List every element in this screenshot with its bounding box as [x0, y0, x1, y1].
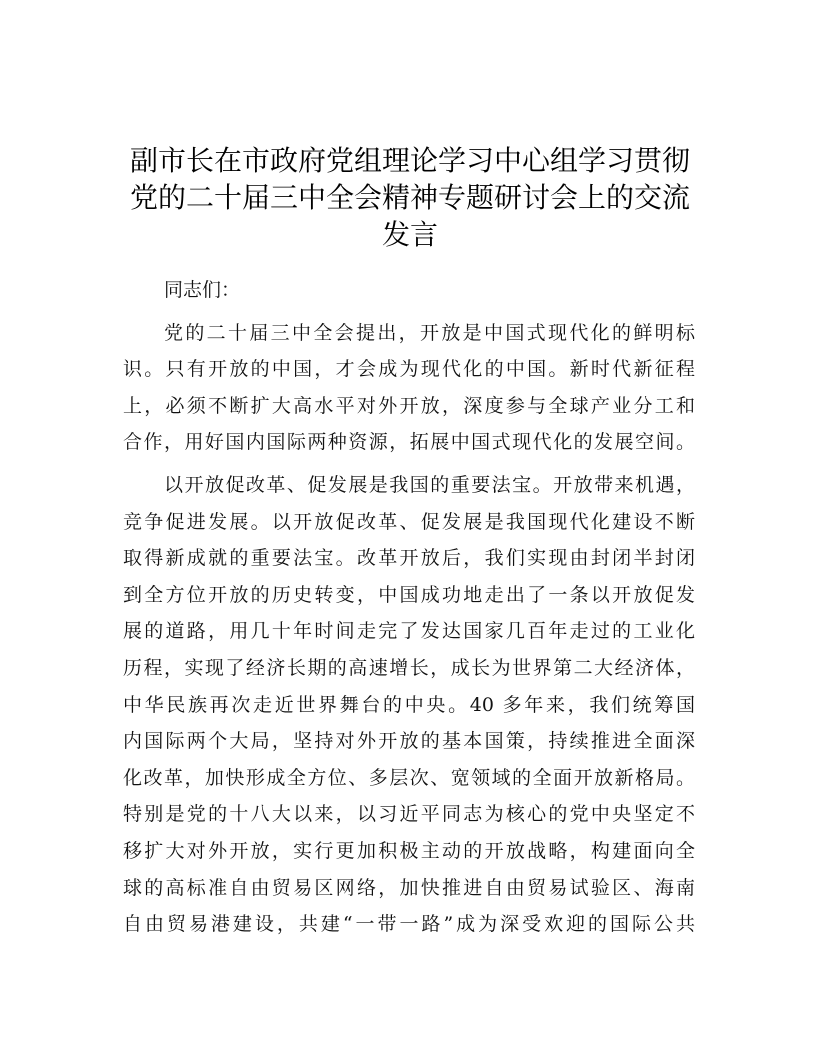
- document-body: [123, 272, 695, 943]
- document-title: [120, 142, 700, 253]
- paragraph-line: 移扩大对外开放，实行更加积极主动的开放战略，构建面向全: [123, 839, 695, 862]
- title-line: 副市长在市政府党组理论学习中心组学习贯彻: [129, 144, 690, 177]
- title-line: 发言: [381, 218, 438, 251]
- paragraph-line: 取得新成就的重要法宝。改革开放后，我们实现由封闭半封闭: [123, 547, 695, 570]
- paragraph-line: 历程，实现了经济长期的高速增长，成长为世界第二大经济体，: [123, 656, 695, 679]
- paragraph-line: 球的高标准自由贸易区网络，加快推进自由贸易试验区、海南: [123, 876, 695, 899]
- paragraph-line: 中华民族再次走近世界舞台的中央。40 多年来，我们统筹国: [123, 693, 695, 716]
- paragraph-line: 内国际两个大局，坚持对外开放的基本国策，持续推进全面深: [123, 730, 695, 753]
- paragraph-line: 识。只有开放的中国，才会成为现代化的中国。新时代新征程: [123, 358, 695, 381]
- paragraph-line: 以开放促改革、促发展是我国的重要法宝。开放带来机遇，: [164, 473, 695, 496]
- paragraph-line: 合作，用好国内国际两种资源，拓展中国式现代化的发展空间。: [123, 431, 695, 454]
- paragraph-line: 到全方位开放的历史转变，中国成功地走出了一条以开放促发: [123, 583, 695, 606]
- paragraph-line: 上，必须不断扩大高水平对外开放，深度参与全球产业分工和: [123, 394, 695, 417]
- paragraph-2: [123, 467, 695, 943]
- paragraph-line: 自由贸易港建设，共建“一带一路”成为深受欢迎的国际公共: [123, 913, 695, 936]
- salutation: 同志们：: [164, 279, 241, 301]
- paragraph-line: 化改革，加快形成全方位、多层次、宽领域的全面开放新格局。: [123, 766, 695, 789]
- paragraph-line: 党的二十届三中全会提出，开放是中国式现代化的鲜明标: [164, 321, 695, 344]
- paragraph-line: 展的道路，用几十年时间走完了发达国家几百年走过的工业化: [123, 620, 695, 643]
- paragraph-1: [123, 315, 695, 461]
- paragraph-line: 竞争促进发展。以开放促改革、促发展是我国现代化建设不断: [123, 510, 695, 533]
- title-line: 党的二十届三中全会精神专题研讨会上的交流: [129, 181, 690, 214]
- paragraph-line: 特别是党的十八大以来，以习近平同志为核心的党中央坚定不: [123, 803, 695, 826]
